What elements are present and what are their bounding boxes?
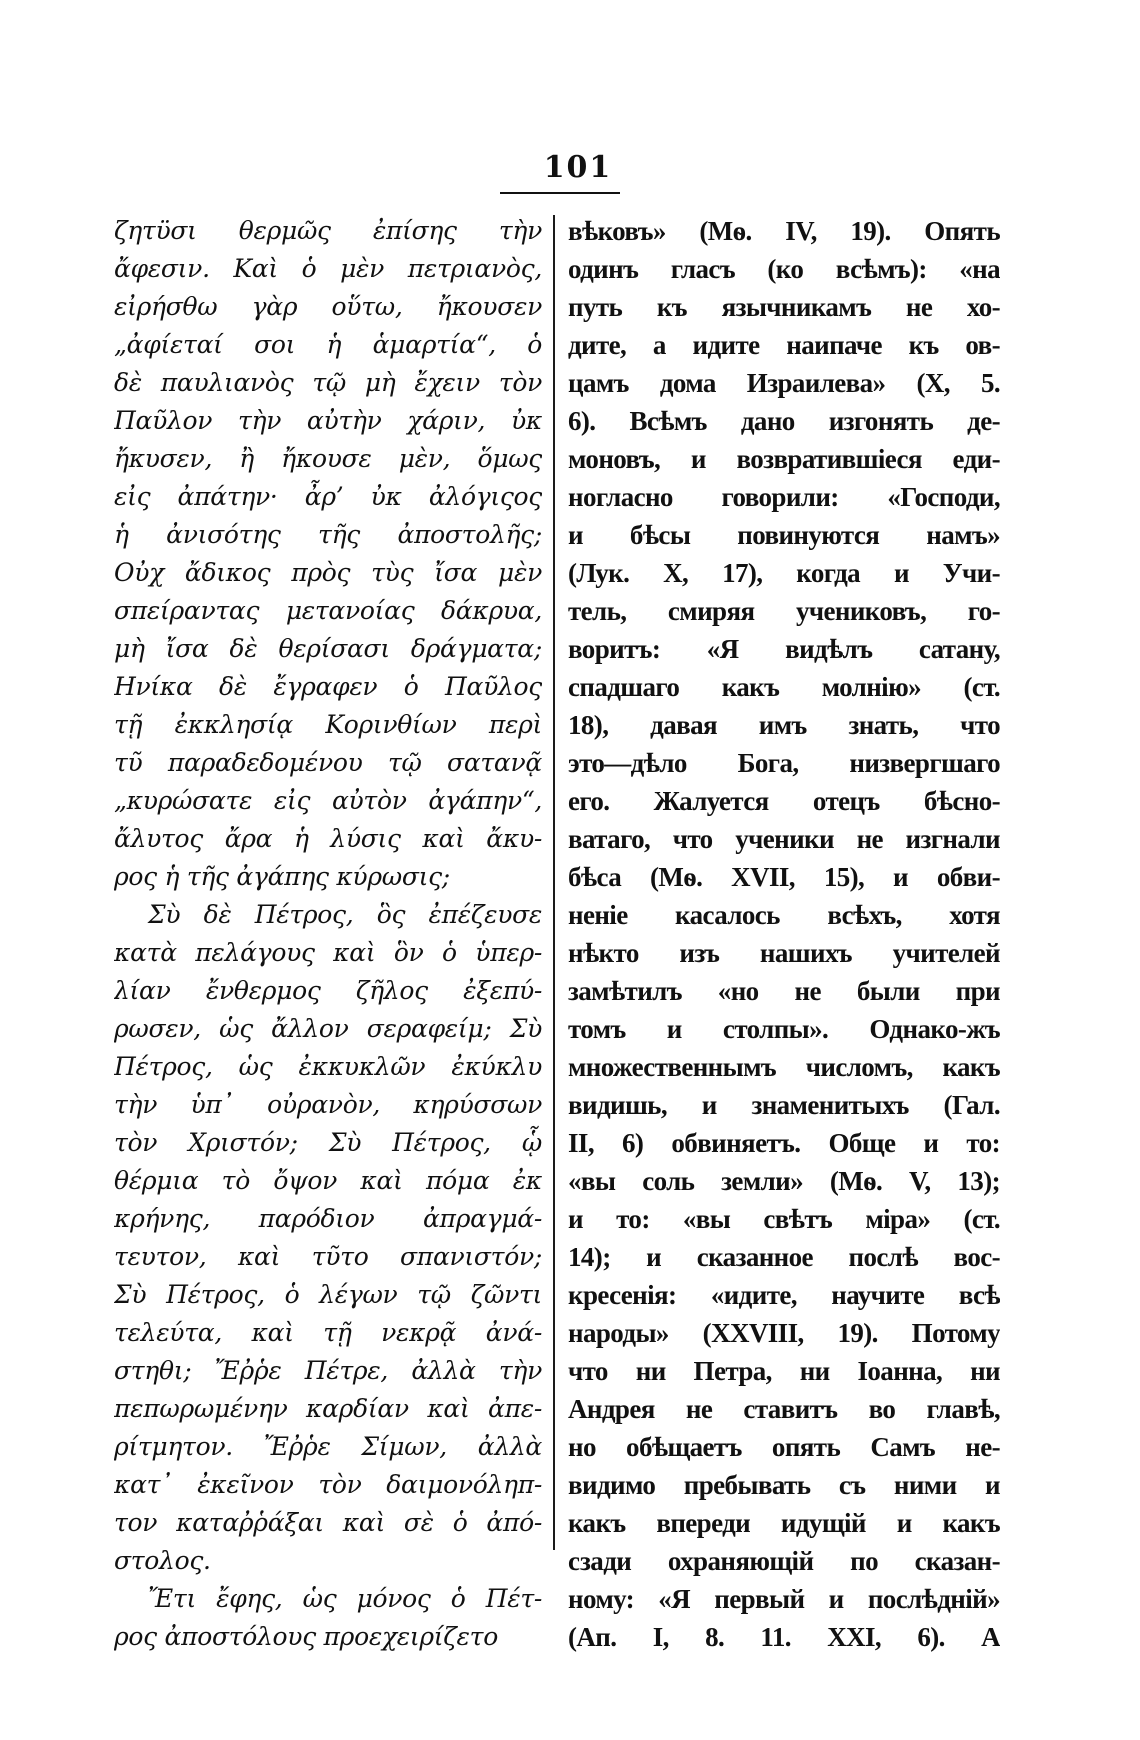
text-line: 14); и сказанное послѣ вос- — [568, 1242, 1000, 1272]
text-line: τῦ παραδεδομένου τῷ σατανᾷ — [114, 748, 542, 777]
text-line: τον καταῤῥάξαι καὶ σὲ ὁ ἀπό- — [114, 1508, 542, 1537]
text-line: вѣковъ» (Мѳ. IV, 19). Опять — [568, 216, 1000, 246]
text-line: τελεύτα, καὶ τῇ νεκρᾷ ἀνά- — [114, 1318, 542, 1347]
text-line: Ἔτι ἔφης, ὡς μόνος ὁ Πέτ- — [148, 1584, 542, 1613]
text-line: (Ап. I, 8. 11. XXI, 6). А — [568, 1622, 1000, 1652]
text-line: ἄλυτος ἄρα ἡ λύσις καὶ ἄκυ- — [114, 824, 542, 853]
text-line: какъ впереди идущій и какъ — [568, 1508, 1000, 1538]
text-line: κατ᾽ ἐκεῖνον τὸν δαιμονόληπ- — [114, 1470, 542, 1499]
text-line: „κυρώσατε εἰς αὐτὸν ἀγάπην“, — [114, 786, 542, 815]
text-line: Παῦλον τὴν αὐτὴν χάριν, ὐκ — [114, 406, 542, 435]
text-line: τὴν ὑπ᾽ οὐρανὸν, κηρύσσων — [114, 1090, 542, 1119]
text-line: неніе касалось всѣхъ, хотя — [568, 900, 1000, 930]
text-line: ватаго, что ученики не изгнали — [568, 824, 1000, 854]
text-line: и бѣсы повинуются намъ» — [568, 520, 1000, 550]
text-line: одинъ гласъ (ко всѣмъ): «на — [568, 254, 1000, 284]
text-line: ρος ἡ τῆς ἀγάπης κύρωσις; — [114, 862, 450, 891]
column-divider — [553, 215, 555, 1550]
left-column — [114, 212, 542, 1656]
text-line: замѣтилъ «но не были при — [568, 976, 1000, 1006]
text-line: множественнымъ числомъ, какъ — [568, 1052, 1000, 1082]
text-line: что ни Петра, ни Іоанна, ни — [568, 1356, 1000, 1386]
text-line: στηθι; Ἔῤῥε Πέτρε, ἀλλὰ τὴν — [114, 1356, 542, 1385]
header-rule — [500, 192, 620, 194]
text-line: μὴ ἴσα δὲ θερίσασι δράγματα; — [114, 634, 542, 663]
text-line: ἤκυσεν, ἢ ἤκουσε μὲν, ὅμως — [114, 444, 542, 473]
text-line: видимо пребывать съ ними и — [568, 1470, 1000, 1500]
text-line: Σὺ Πέτρος, ὁ λέγων τῷ ζῶντι — [114, 1280, 542, 1309]
text-line: моновъ, и возвратившіеся еди- — [568, 444, 1000, 474]
text-line: цамъ дома Израилева» (X, 5. — [568, 368, 1000, 398]
text-line: κατὰ πελάγους καὶ ὃν ὁ ὑπερ- — [114, 938, 542, 967]
text-line: дите, а идите наипаче къ ов- — [568, 330, 1000, 360]
text-line: ζητϋσι θερμῶς ἐπίσης τὴν — [114, 216, 542, 245]
text-line: θέρμια τὸ ὄψον καὶ πόμα ἐκ — [114, 1166, 542, 1195]
text-line: τευτον, καὶ τῦτο σπανιστόν; — [114, 1242, 542, 1271]
text-line: народы» (XXVIII, 19). Потому — [568, 1318, 1000, 1348]
text-line: πεπωρωμένην καρδίαν καὶ ἀπε- — [114, 1394, 542, 1423]
text-line: ἄφεσιν. Καὶ ὁ μὲν πετριανὸς, — [114, 254, 542, 283]
text-line: спадшаго какъ молнію» (ст. — [568, 672, 1000, 702]
text-line: λίαν ἔνθερμος ζῆλος ἐξεπύ- — [114, 976, 542, 1005]
text-line: ἡ ἀνισότης τῆς ἀποστολῆς; — [114, 520, 542, 549]
text-line: кресенія: «идите, научите всѣ — [568, 1280, 1000, 1310]
text-line: ρίτμητον. Ἔῤῥε Σίμων, ἀλλὰ — [114, 1432, 542, 1461]
text-line: но обѣщаетъ опять Самъ не- — [568, 1432, 1000, 1462]
text-line: ногласно говорили: «Господи, — [568, 482, 1000, 512]
text-line: 18), давая имъ знать, что — [568, 710, 1000, 740]
page-number: 101 — [543, 150, 613, 185]
text-line: Οὐχ ἄδικος πρὸς τὺς ἴσα μὲν — [114, 558, 542, 587]
text-line: томъ и столпы». Однако-жъ — [568, 1014, 1000, 1044]
text-line: нѣкто изъ нашихъ учителей — [568, 938, 1000, 968]
right-column — [568, 212, 1000, 1656]
text-line: (Лук. X, 17), когда и Учи- — [568, 558, 1000, 588]
text-line: «вы соль земли» (Мѳ. V, 13); — [568, 1166, 1000, 1196]
text-line: его. Жалуется отецъ бѣсно- — [568, 786, 1000, 816]
text-line: στολος. — [114, 1546, 211, 1575]
text-line: Σὺ δὲ Πέτρος, ὃς ἐπέζευσε — [148, 900, 542, 929]
text-line: воритъ: «Я видѣлъ сатану, — [568, 634, 1000, 664]
text-line: и то: «вы свѣтъ міра» (ст. — [568, 1204, 1000, 1234]
text-line: путь къ язычникамъ не хо- — [568, 292, 1000, 322]
text-line: εἰρήσθω γὰρ οὕτω, ἤκουσεν — [114, 292, 542, 321]
text-line: κρήνης, παρόδιον ἀπραγμά- — [114, 1204, 542, 1233]
text-line: ρωσεν, ὡς ἄλλον σεραφείμ; Σὺ — [114, 1014, 542, 1043]
text-line: ному: «Я первый и послѣдній» — [568, 1584, 1000, 1614]
text-line: это—дѣло Бога, низвергшаго — [568, 748, 1000, 778]
text-line: σπείραντας μετανοίας δάκρυα, — [114, 596, 542, 625]
text-line: бѣса (Мѳ. XVII, 15), и обви- — [568, 862, 1000, 892]
text-line: Πέτρος, ὡς ἐκκυκλῶν ἐκύκλυ — [114, 1052, 542, 1081]
text-line: ρος ἀποστόλους προεχειρίζετο — [114, 1622, 498, 1651]
text-line: видишь, и знаменитыхъ (Гал. — [568, 1090, 1000, 1120]
text-line: 6). Всѣмъ дано изгонять де- — [568, 406, 1000, 436]
text-line: εἰς ἀπάτην· ἆρ’ ὐκ ἀλόγιςος — [114, 482, 542, 511]
text-line: II, 6) обвиняетъ. Обще и то: — [568, 1128, 1000, 1158]
text-line: τῇ ἐκκλησίᾳ Κορινθίων περὶ — [114, 710, 542, 739]
text-line: „ἀφίεταί σοι ἡ ἁμαρτία“, ὁ — [114, 330, 542, 359]
text-line: сзади охраняющій по сказан- — [568, 1546, 1000, 1576]
text-line: тель, смиряя учениковъ, го- — [568, 596, 1000, 626]
text-line: Андрея не ставитъ во главѣ, — [568, 1394, 1000, 1424]
text-line: Ηνίκα δὲ ἔγραφεν ὁ Παῦλος — [114, 672, 542, 701]
text-line: δὲ παυλιανὸς τῷ μὴ ἔχειν τὸν — [114, 368, 542, 397]
text-line: τὸν Χριστόν; Σὺ Πέτρος, ᾧ — [114, 1128, 542, 1157]
